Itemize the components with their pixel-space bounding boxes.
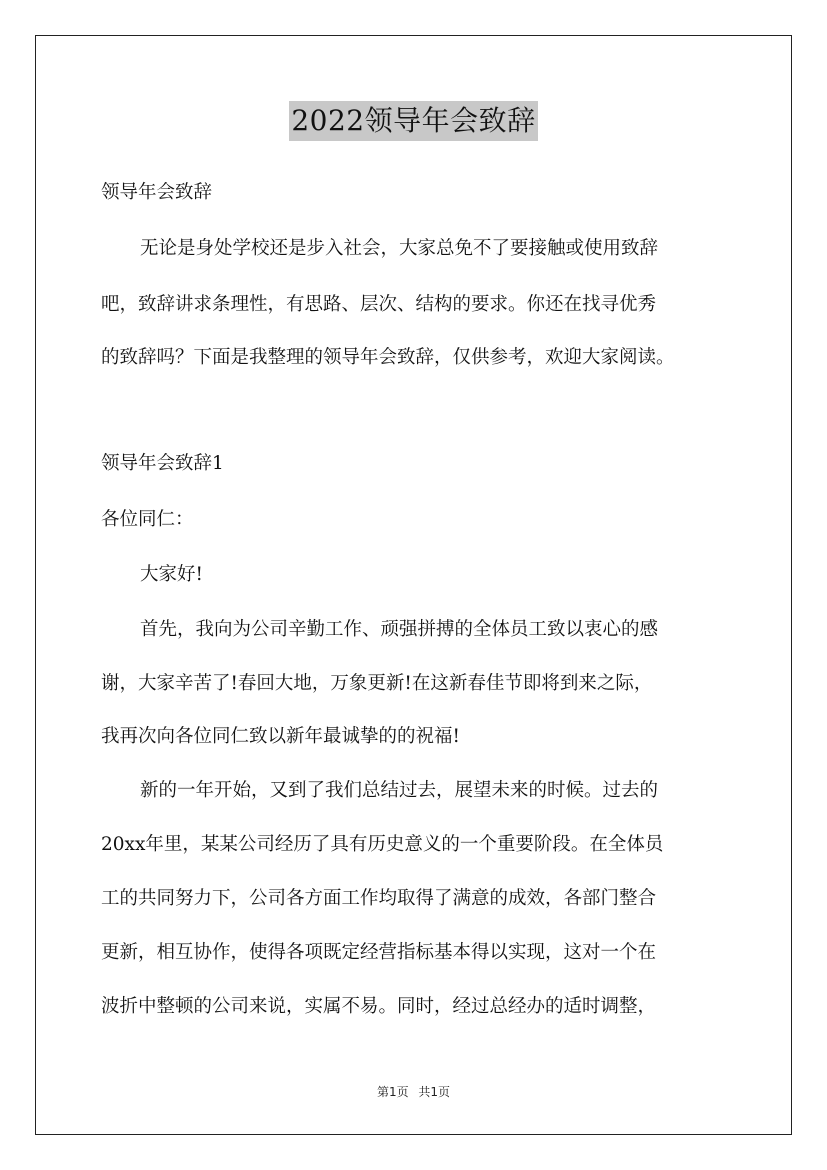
intro-line-1: 无论是身处学校还是步入社会，大家总免不了要接触或使用致辞 <box>140 238 659 259</box>
intro-line-2: 吧，致辞讲求条理性，有思路、层次、结构的要求。你还在找寻优秀 <box>101 294 657 315</box>
intro-line-3: 的致辞吗？下面是我整理的领导年会致辞，仅供参考，欢迎大家阅读。 <box>101 347 675 368</box>
greeting: 大家好! <box>140 564 203 585</box>
paragraph2-line-5: 波折中整顿的公司来说，实属不易。同时，经过总经办的适时调整， <box>101 996 657 1017</box>
document-subtitle: 领导年会致辞 <box>101 182 213 203</box>
paragraph2-line-3: 工的共同努力下，公司各方面工作均取得了满意的成效，各部门整合 <box>101 888 657 909</box>
page-footer <box>0 1083 827 1100</box>
paragraph1-line-2: 谢，大家辛苦了!春回大地，万象更新!在这新春佳节即将到来之际， <box>101 673 653 694</box>
page-total: 共1页 <box>418 1085 451 1099</box>
salutation: 各位同仁： <box>101 509 194 530</box>
paragraph2-line-4: 更新，相互协作，使得各项既定经营指标基本得以实现，这对一个在 <box>101 942 657 963</box>
paragraph1-line-3: 我再次向各位同仁致以新年最诚挚的的祝福! <box>101 726 460 747</box>
title-container <box>0 101 827 141</box>
document-title: 2022领导年会致辞 <box>289 101 537 141</box>
paragraph2-line-1: 新的一年开始，又到了我们总结过去，展望未来的时候。过去的 <box>140 780 659 801</box>
paragraph1-line-1: 首先，我向为公司辛勤工作、顽强拼搏的全体员工致以衷心的感 <box>140 619 659 640</box>
page-number: 第1页 <box>376 1085 409 1099</box>
section-heading: 领导年会致辞1 <box>101 453 224 474</box>
paragraph2-line-2: 20xx年里，某某公司经历了具有历史意义的一个重要阶段。在全体员 <box>101 834 664 855</box>
